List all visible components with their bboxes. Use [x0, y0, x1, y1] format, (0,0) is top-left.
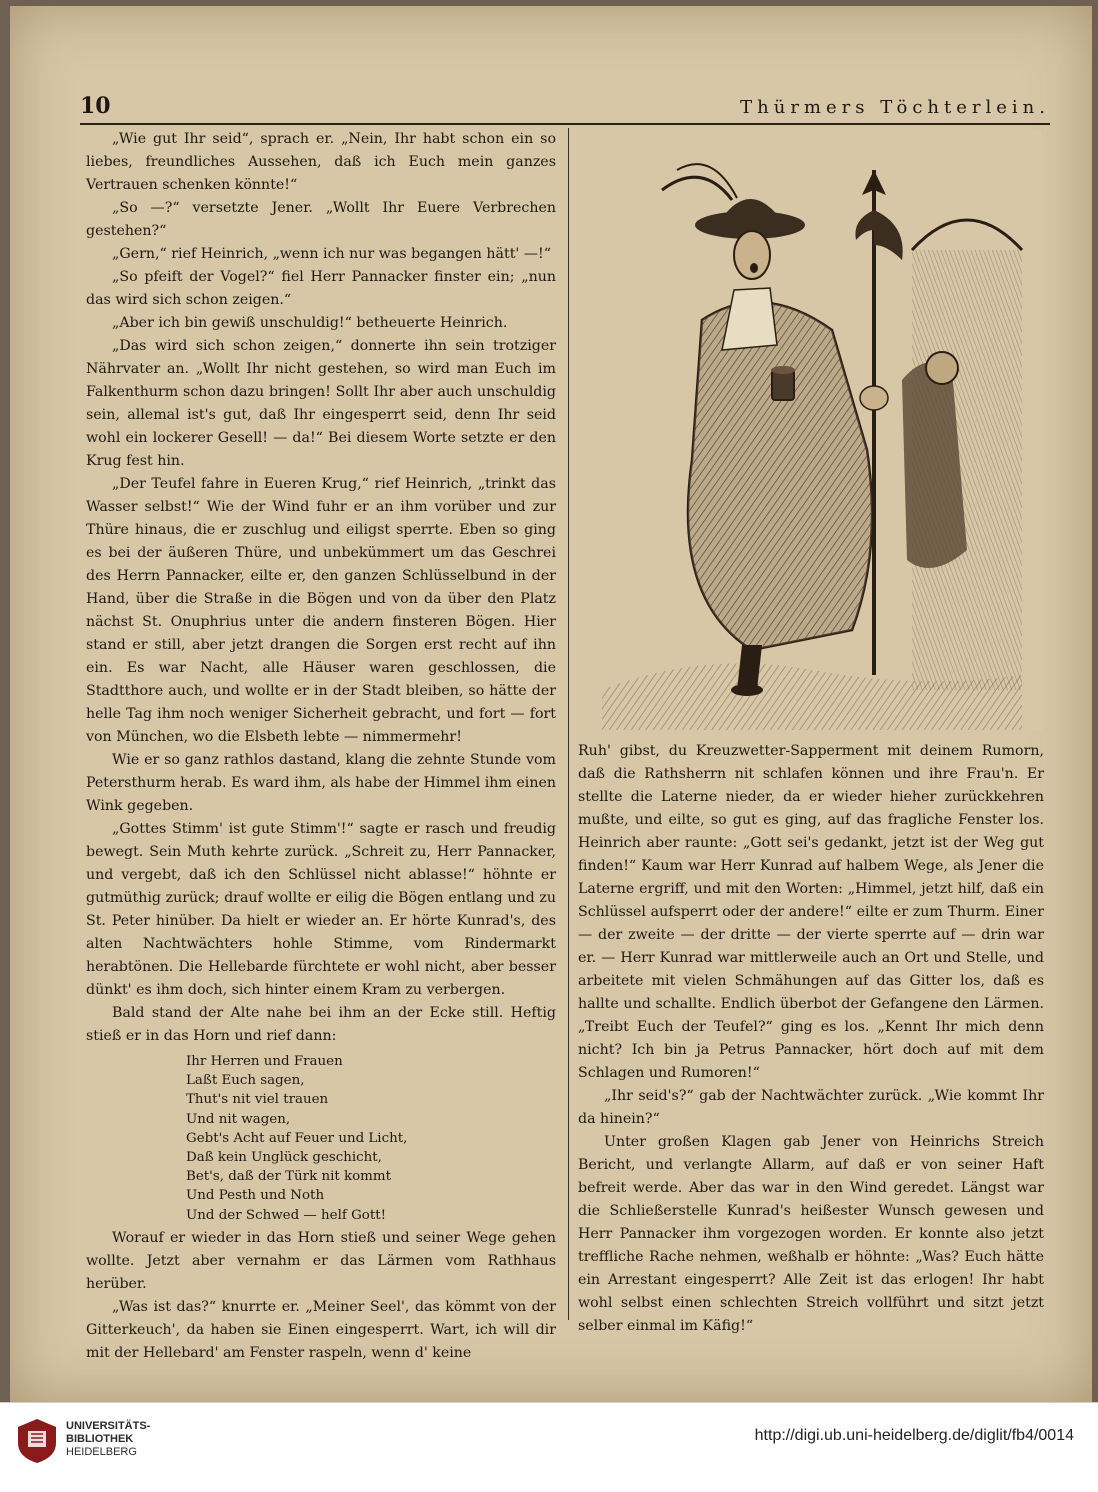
paragraph: „Wie gut Ihr seid“, sprach er. „Nein, Ihr habt schon ein so liebes, freundliches Aussehen, daß ich Euch mein ganzes Vertrauen schenken könnte!“: [86, 131, 556, 193]
poem-line: Und Pesth und Noth: [186, 1188, 325, 1204]
poem-line: Laßt Euch sagen,: [186, 1073, 305, 1089]
paragraph: „Was ist das?“ knurrte er. „Meiner Seel', das kömmt von der Gitterkeuch', da haben sie Einen eingesperrt. Wart, ich will dir mit der Hellebard' am Fenster raspeln, wenn d' keine: [86, 1298, 556, 1361]
poem-line: Bet's, daß der Türk nit kommt: [186, 1169, 391, 1185]
paragraph: „Gottes Stimm' ist gute Stimm'!“ sagte er rasch und freudig bewegt. Sein Muth kehrte zurück. „Schreit zu, Herr Pannacker, und vergebt, daß ich den Schlüssel nicht ablasse!“ höhnte er gutmüthig zurück; drauf wollte er eilig die Bögen entlang und zu St. Peter hinüber. Da hielt er wieder an. Er hörte Kunrad's, des alten Nachtwächters hohle Stimme, vom Rindermarkt herabtönen. Die Hellebarde fürchtete er wohl nicht, aber besser dünkt' es ihm doch, sich hinter einem Kram zu verbergen.: [86, 821, 556, 998]
right-column: [578, 740, 1044, 1338]
library-line: BIBLIOTHEK: [66, 1433, 134, 1445]
page-number: 10: [80, 93, 111, 119]
poem-line: Ihr Herren und Frauen: [186, 1054, 343, 1069]
paragraph: „So —?“ versetzte Jener. „Wollt Ihr Euere Verbrechen gestehen?“: [86, 200, 556, 239]
poem-line: Gebt's Acht auf Feuer und Licht,: [186, 1130, 408, 1146]
running-title: Thürmers Töchterlein.: [740, 97, 1050, 118]
left-column: [86, 128, 556, 1365]
night-watchman-illustration: [582, 130, 1042, 730]
library-line: UNIVERSITÄTS-: [66, 1420, 151, 1432]
column-divider: [568, 128, 569, 1320]
library-line: HEIDELBERG: [66, 1446, 137, 1458]
poem-line: Daß kein Unglück geschicht,: [186, 1150, 382, 1166]
paragraph: Wie er so ganz rathlos dastand, klang die zehnte Stunde vom Petersthurm herab. Es ward ihm, als habe der Himmel ihm einen Wink gegeben.: [86, 752, 556, 814]
paragraph: „Ihr seid's?“ gab der Nachtwächter zurück. „Wie kommt Ihr da hinein?“: [578, 1088, 1044, 1127]
viewer-footer: [0, 1402, 1098, 1492]
page-header: [80, 93, 1050, 125]
poem-line: Und der Schwed — helf Gott!: [186, 1207, 386, 1223]
paragraph: „So pfeift der Vogel?“ fiel Herr Pannacker finster ein; „nun das wird sich schon zeigen.“: [86, 269, 556, 308]
paragraph: Ruh' gibst, du Kreuzwetter-Sapperment mit deinem Rumorn, daß die Rathsherrn nit schlafen können und ihre Frau'n. Er stellte die Laterne nieder, da er wieder hieher zurückkehren mußte, und eilte, so gut es ging, auf das fragliche Fenster los. Heinrich aber raunte: „Gott sei's gedankt, jetzt ist der Weg gut finden!“ Kaum war Herr Kunrad auf halbem Wege, als Jener die Laterne ergriff, und mit den Worten: „Himmel, jetzt hilf, daß ein Schlüssel aufsperrt oder der andere!“ eilte er zum Thurm. Einer — der zweite — der dritte — der vierte sperrte auf — drin war er. — Herr Kunrad war mittlerweile auch an Ort und Stelle, und arbeitete mit vielen Schmähungen auf das Gitter los, daß es hallte und schallte. Endlich überbot der Gefangene den Lärmen. „Treibt Euch der Teufel?“ ging es los. „Kennt Ihr mich denn nicht? Ich bin ja Petrus Pannacker, hört doch auf mit dem Schlagen und Rumoren!“: [578, 743, 1044, 1081]
university-seal-icon[interactable]: [16, 1417, 58, 1465]
paragraph: Bald stand der Alte nahe bei ihm an der Ecke still. Heftig stieß er in das Horn und rief dann:: [86, 1005, 556, 1044]
permalink[interactable]: http://digi.ub.uni-heidelberg.de/diglit/fb4/0014: [754, 1427, 1074, 1444]
poem-line: Und nit wagen,: [186, 1111, 291, 1127]
library-name[interactable]: [66, 1420, 150, 1459]
paragraph: Unter großen Klagen gab Jener von Heinrichs Streich Bericht, und verlangte Allarm, auf daß er von seiner Haft befreit werde. Aber das war in den Wind geredet. Längst war die Schließerstelle Kunrad's heißester Wunsch gewesen und Herr Pannacker ihm vorgezogen worden. Er konnte also jetzt treffliche Rache nehmen, weßhalb er höhnte: „Was? Euch hätte ein Arrestant eingesperrt? Alle Zeit ist das erlogen! Ihr habt wohl selbst einen schlechten Streich vollführt und sitzt jetzt selber einmal im Käfig!“: [578, 1134, 1044, 1334]
paragraph: „Das wird sich schon zeigen,“ donnerte ihn sein trotziger Nährvater an. „Wollt Ihr nicht gestehen, so wird man Euch im Falkenthurm schon dazu bringen! Sollt Ihr aber auch unschuldig sein, allemal ist's gut, daß Ihr eingesperrt seid, denn Ihr seid wohl ein lockerer Gesell! — da!“ Bei diesem Worte setzte er den Krug fest hin.: [86, 338, 556, 469]
paragraph: „Gern,“ rief Heinrich, „wenn ich nur was begangen hätt' —!“: [112, 246, 551, 262]
poem-line: Thut's nit viel trauen: [186, 1092, 329, 1108]
paragraph: „Aber ich bin gewiß unschuldig!“ betheuerte Heinrich.: [112, 315, 508, 331]
watchman-poem: [186, 1052, 556, 1225]
paragraph: „Der Teufel fahre in Eueren Krug,“ rief Heinrich, „trinkt das Wasser selbst!“ Wie der Wind fuhr er an ihm vorüber und zur Thüre hinaus, die er zuschlug und eiligst sperrte. Eben so ging es bei der äußeren Thüre, und unbekümmert um das Geschrei des Herrn Pannacker, eilte er, den ganzen Schlüsselbund in der Hand, über die Straße in die Bögen und von da über den Platz nächst St. Onuphrius unter die andern finsteren Bögen. Hier stand er still, aber jetzt drangen die Sorgen erst recht auf ihn ein. Es war Nacht, alle Häuser waren geschlossen, die Stadtthore auch, und wollte er in der Stadt bleiben, so hätte der helle Tag ihm noch weniger Sicherheit gebracht, und fort — fort von München, wo die Elsbeth lebte — nimmermehr!: [86, 476, 556, 745]
paragraph: Worauf er wieder in das Horn stieß und seiner Wege gehen wollte. Jetzt aber vernahm er das Lärmen vom Rathhaus herüber.: [86, 1229, 556, 1292]
